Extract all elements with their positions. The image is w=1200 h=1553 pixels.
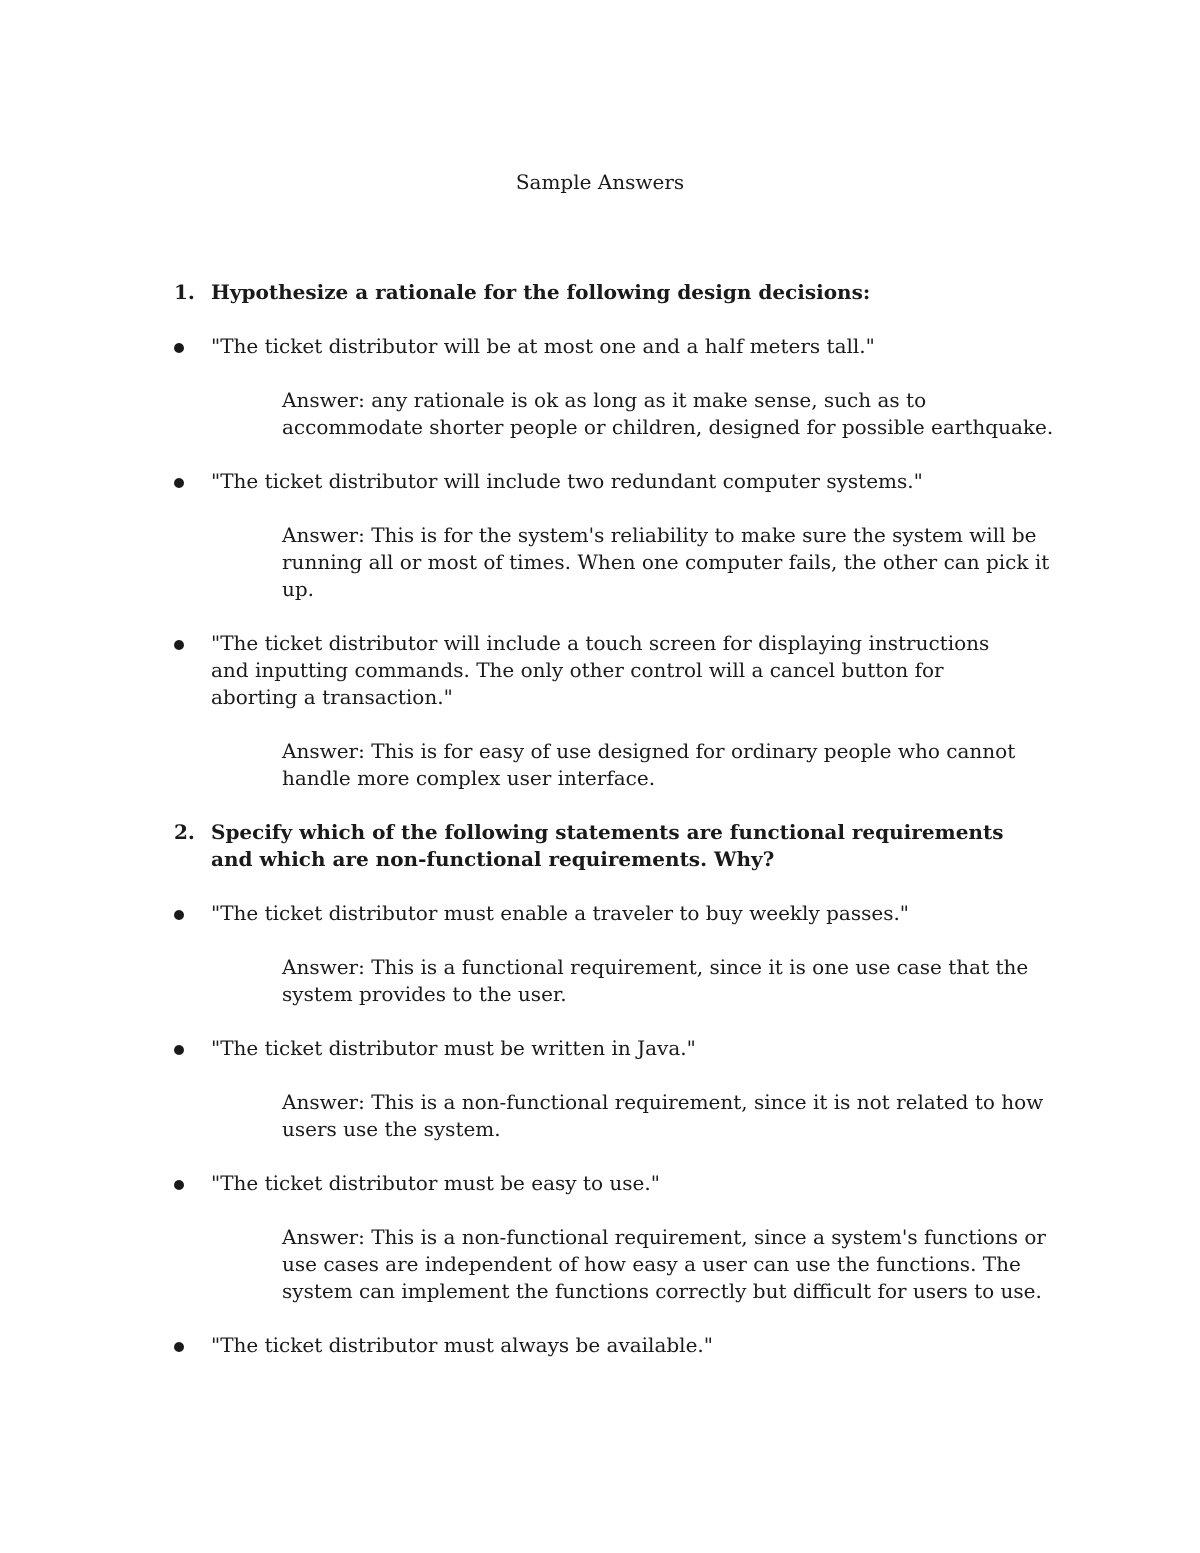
statement-item bbox=[211, 900, 1031, 927]
statement-text: "The ticket distributor must always be available." bbox=[211, 1333, 713, 1357]
statement-item bbox=[211, 1332, 1031, 1359]
statement-text: "The ticket distributor will be at most one and a half meters tall." bbox=[211, 334, 875, 358]
document-title: Sample Answers bbox=[515, 170, 685, 194]
question-text: Specify which of the following statements are functional requirements and which are non-functional requirements. Why? bbox=[211, 820, 1004, 871]
bullet-icon bbox=[174, 1045, 184, 1055]
answer-text: Answer: any rationale is ok as long as it make sense, such as to accommodate shorter people or children, designed for possible earthquake. bbox=[282, 388, 1054, 439]
bullet-icon bbox=[174, 640, 184, 650]
bullet-icon bbox=[174, 478, 184, 488]
answer-text: Answer: This is a functional requirement, since it is one use case that the system provides to the user. bbox=[282, 955, 1029, 1006]
question-number: 2. bbox=[174, 820, 195, 844]
question-1 bbox=[174, 279, 1051, 306]
statement-item bbox=[211, 468, 1031, 495]
bullet-icon bbox=[174, 1180, 184, 1190]
statement-text: "The ticket distributor will include a touch screen for displaying instructions and inputting commands. The only other control will a cancel button for aborting a transaction." bbox=[211, 631, 990, 709]
statement-text: "The ticket distributor must be easy to use." bbox=[211, 1171, 660, 1195]
statement-item bbox=[211, 630, 1031, 711]
question-2 bbox=[174, 819, 1051, 873]
answer-text: Answer: This is a non-functional requirement, since a system's functions or use cases are independent of how easy a user can use the functions. The system can implement the functions correctly but difficult for users to use. bbox=[282, 1225, 1046, 1303]
statement-item bbox=[211, 1035, 1031, 1062]
bullet-icon bbox=[174, 1342, 184, 1352]
statement-text: "The ticket distributor will include two redundant computer systems." bbox=[211, 469, 923, 493]
statement-item bbox=[211, 1170, 1031, 1197]
statement-text: "The ticket distributor must be written in Java." bbox=[211, 1036, 696, 1060]
answer-text: Answer: This is for easy of use designed for ordinary people who cannot handle more complex user interface. bbox=[282, 739, 1016, 790]
bullet-icon bbox=[174, 343, 184, 353]
question-number: 1. bbox=[174, 280, 195, 304]
statement-text: "The ticket distributor must enable a traveler to buy weekly passes." bbox=[211, 901, 910, 925]
bullet-icon bbox=[174, 910, 184, 920]
document-body bbox=[0, 279, 1200, 1359]
question-text: Hypothesize a rationale for the following design decisions: bbox=[211, 280, 871, 304]
statement-item bbox=[211, 333, 1031, 360]
answer-text: Answer: This is for the system's reliability to make sure the system will be running all or most of times. When one computer fails, the other can pick it up. bbox=[282, 523, 1050, 601]
answer-text: Answer: This is a non-functional requirement, since it is not related to how users use the system. bbox=[282, 1090, 1044, 1141]
